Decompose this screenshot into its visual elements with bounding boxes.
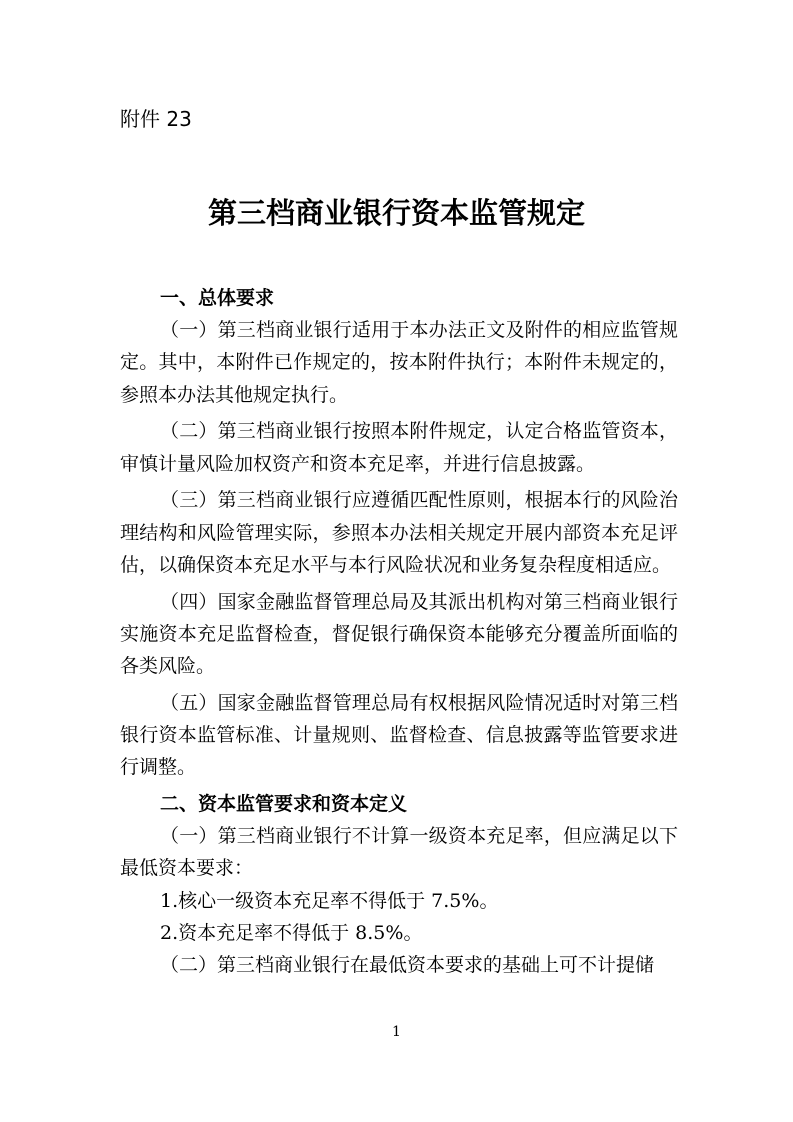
document-body bbox=[120, 282, 678, 981]
attachment-label: 附件 23 bbox=[120, 107, 192, 131]
paragraph-general-4: （四）国家金融监督管理总局及其派出机构对第三档商业银行实施资本充足监督检查，督促银行确保资本能够充分覆盖所面临的各类风险。 bbox=[120, 590, 678, 677]
paragraph-capital-1: （一）第三档商业银行不计算一级资本充足率，但应满足以下最低资本要求： bbox=[120, 825, 678, 880]
list-item-capital-ratio: 2.资本充足率不得低于 8.5%。 bbox=[160, 921, 423, 944]
page-number: 1 bbox=[392, 1024, 401, 1040]
paragraph-general-1: （一）第三档商业银行适用于本办法正文及附件的相应监管规定。其中，本附件已作规定的，按本附件执行；本附件未规定的，参照本办法其他规定执行。 bbox=[120, 319, 678, 406]
paragraph-general-3: （三）第三档商业银行应遵循匹配性原则，根据本行的风险治理结构和风险管理实际，参照本办法相关规定开展内部资本充足评估，以确保资本充足水平与本行风险状况和业务复杂程度相适应。 bbox=[120, 489, 678, 576]
section-heading-capital: 二、资本监管要求和资本定义 bbox=[160, 793, 408, 815]
paragraph-general-2: （二）第三档商业银行按照本附件规定，认定合格监管资本，审慎计量风险加权资产和资本充足率，并进行信息披露。 bbox=[120, 420, 678, 475]
paragraph-capital-2: （二）第三档商业银行在最低资本要求的基础上可不计提储 bbox=[160, 953, 655, 976]
document-title: 第三档商业银行资本监管规定 bbox=[207, 196, 585, 230]
paragraph-general-5: （五）国家金融监督管理总局有权根据风险情况适时对第三档银行资本监管标准、计量规则、监督检查、信息披露等监管要求进行调整。 bbox=[120, 691, 678, 779]
section-heading-general: 一、总体要求 bbox=[160, 287, 275, 309]
list-item-core-tier1-ratio: 1.核心一级资本充足率不得低于 7.5%。 bbox=[160, 889, 499, 912]
